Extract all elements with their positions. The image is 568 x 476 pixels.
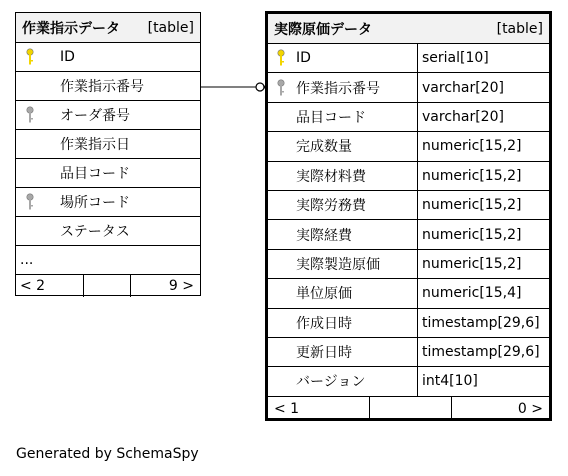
table-row[interactable]	[268, 367, 549, 396]
ellipsis-row	[16, 246, 200, 275]
key-cell	[268, 367, 294, 395]
primary-key-icon	[25, 48, 35, 66]
key-cell	[268, 44, 294, 72]
table-header[interactable]	[16, 13, 200, 43]
key-cell	[16, 159, 44, 187]
column-type: numeric[15,4]	[417, 279, 549, 307]
table-row[interactable]	[268, 338, 549, 367]
primary-key-icon	[276, 49, 286, 67]
table-footer	[268, 397, 549, 421]
column-type: timestamp[29,6]	[417, 309, 549, 337]
table-type-label: [table]	[496, 20, 543, 37]
table-row[interactable]	[268, 103, 549, 132]
key-cell	[16, 72, 44, 100]
table-name: 作業指示データ	[22, 20, 120, 37]
key-cell	[16, 188, 44, 216]
key-cell	[268, 73, 294, 101]
column-type: timestamp[29,6]	[417, 338, 549, 366]
key-cell	[268, 338, 294, 366]
column-name: ID	[60, 49, 75, 65]
foreign-key-icon	[25, 193, 35, 211]
children-count[interactable]: 0 >	[517, 400, 543, 417]
table-row[interactable]	[268, 191, 549, 220]
table-header[interactable]	[268, 14, 549, 44]
table-row[interactable]	[16, 217, 200, 246]
key-cell	[268, 220, 294, 248]
column-name: 更新日時	[296, 345, 352, 362]
table-row[interactable]	[268, 162, 549, 191]
column-name: 実際労務費	[296, 198, 366, 215]
table-name: 実際原価データ	[274, 21, 372, 38]
relationship-zero-marker	[256, 83, 264, 91]
table-row[interactable]	[16, 188, 200, 217]
key-cell	[268, 191, 294, 219]
column-name: 作業指示番号	[60, 79, 144, 95]
column-type: numeric[15,2]	[417, 162, 549, 190]
column-name: 作業指示日	[60, 137, 130, 153]
column-type: int4[10]	[417, 367, 549, 395]
column-type: numeric[15,2]	[417, 250, 549, 278]
table-row[interactable]	[268, 73, 549, 102]
key-cell	[268, 309, 294, 337]
column-type: numeric[15,2]	[417, 220, 549, 248]
column-name: 完成数量	[296, 139, 352, 156]
table-row[interactable]	[16, 159, 200, 188]
table-type-label: [table]	[147, 19, 194, 36]
table-row[interactable]	[16, 130, 200, 159]
column-name: ステータス	[60, 224, 130, 240]
column-name: ID	[296, 50, 311, 67]
key-cell	[268, 279, 294, 307]
table-row[interactable]	[16, 43, 200, 72]
column-name: オーダ番号	[60, 108, 130, 124]
footer-middle	[84, 275, 131, 297]
key-cell	[16, 130, 44, 158]
column-name: 作成日時	[296, 315, 352, 332]
key-cell	[268, 250, 294, 278]
table-row[interactable]	[268, 44, 549, 73]
foreign-key-icon	[276, 79, 286, 97]
parents-count[interactable]: < 2	[16, 275, 84, 297]
key-cell	[16, 43, 44, 71]
column-type: serial[10]	[417, 44, 549, 72]
key-cell	[268, 132, 294, 160]
column-name: 作業指示番号	[296, 80, 380, 97]
table-row[interactable]	[268, 250, 549, 279]
column-name: 単位原価	[296, 286, 352, 303]
parents-count[interactable]: < 1	[268, 397, 370, 421]
key-cell	[16, 101, 44, 129]
table-work-order-data[interactable]	[15, 12, 201, 296]
column-name: 実際材料費	[296, 168, 366, 185]
foreign-key-icon	[25, 106, 35, 124]
column-name: 品目コード	[60, 166, 130, 182]
table-footer	[16, 275, 200, 297]
key-cell	[16, 217, 44, 245]
key-cell	[268, 162, 294, 190]
table-row[interactable]	[268, 309, 549, 338]
column-name: 場所コード	[60, 195, 130, 211]
column-name: バージョン	[296, 374, 366, 391]
column-name: 実際製造原価	[296, 256, 380, 273]
footer-middle	[370, 397, 452, 421]
column-name: 実際経費	[296, 227, 352, 244]
column-type: numeric[15,2]	[417, 132, 549, 160]
children-count[interactable]: 9 >	[168, 278, 194, 294]
column-type: varchar[20]	[417, 73, 549, 101]
column-type: numeric[15,2]	[417, 191, 549, 219]
column-name: 品目コード	[296, 109, 366, 126]
generator-credit: Generated by SchemaSpy	[16, 446, 199, 462]
key-cell	[268, 103, 294, 131]
table-row[interactable]	[16, 72, 200, 101]
table-row[interactable]	[268, 220, 549, 249]
table-row[interactable]	[268, 279, 549, 308]
table-row[interactable]	[268, 132, 549, 161]
table-actual-cost-data[interactable]	[265, 11, 552, 421]
table-row[interactable]	[16, 101, 200, 130]
column-type: varchar[20]	[417, 103, 549, 131]
ellipsis-text: ...	[20, 252, 34, 268]
